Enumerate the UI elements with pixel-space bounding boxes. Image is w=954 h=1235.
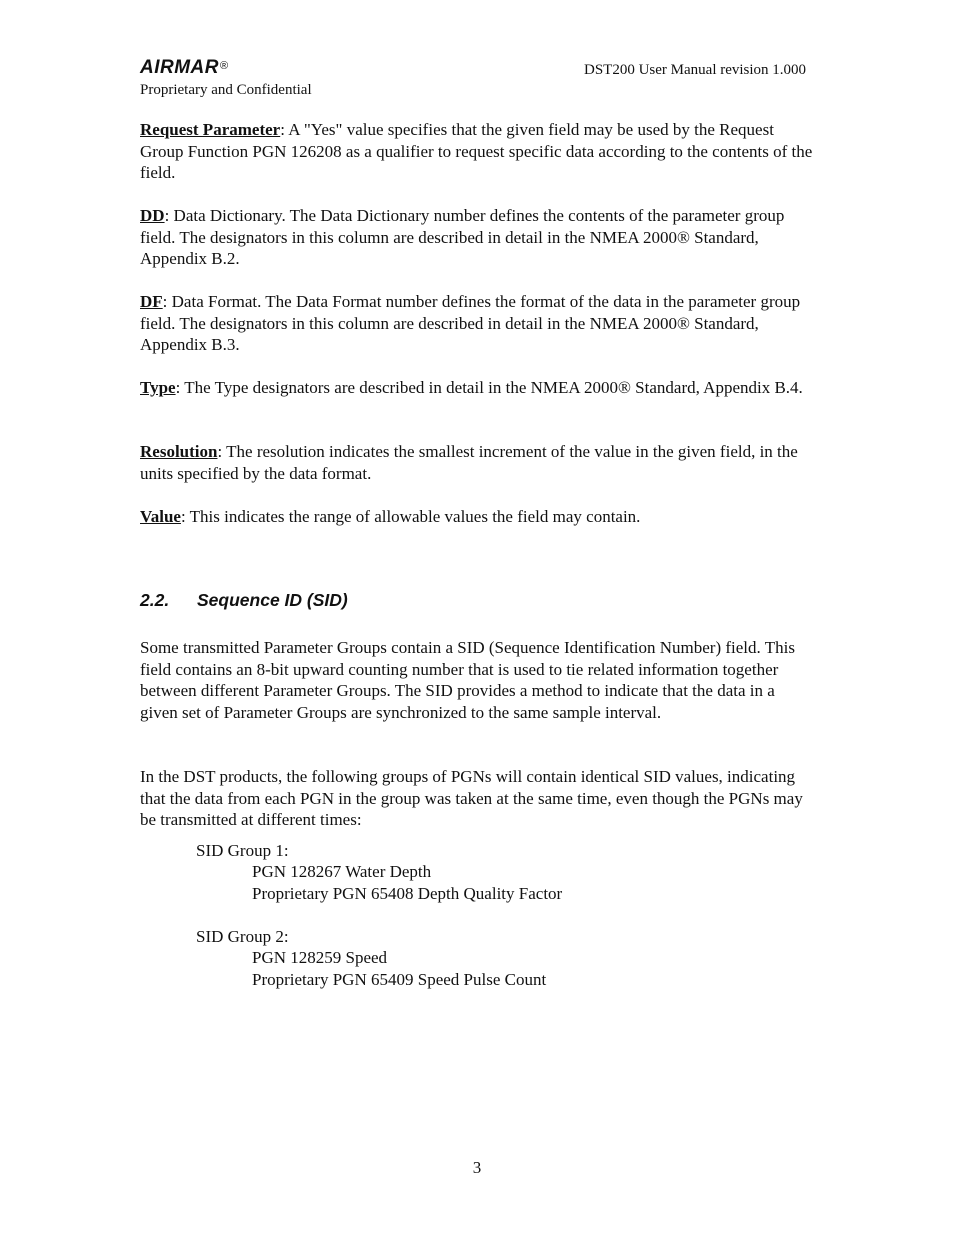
definition-text: : The Type designators are described in detail in the NMEA 2000® Standard, Appendix B.4. xyxy=(175,378,803,397)
definition-text: : Data Dictionary. The Data Dictionary number defines the contents of the parameter group field. The designators in this column are described in detail in the NMEA 2000® Standard, Appendix B.2. xyxy=(140,206,785,268)
logo-text: AIRMAR xyxy=(140,57,219,78)
definition-term: Request Parameter xyxy=(140,120,281,139)
section-title: Sequence ID (SID) xyxy=(197,590,348,610)
section-paragraph-2: In the DST products, the following groups of PGNs will contain identical SID values, indicating that the data from each PGN in the group was taken at the same time, even though the PGNs may be transmitted at different times: xyxy=(140,767,803,829)
definition-text: : This indicates the range of allowable values the field may contain. xyxy=(180,507,641,526)
section-paragraph-1: Some transmitted Parameter Groups contain a SID (Sequence Identification Number) field. This field contains an 8-bit upward counting number that is used to tie related information together between different Parameter Groups. The SID provides a method to indicate that the data in a given set of Parameter Groups are synchronized to the same sample interval. xyxy=(140,638,795,722)
definition-resolution xyxy=(140,441,816,484)
definition-value xyxy=(140,506,816,528)
confidentiality-notice: Proprietary and Confidential xyxy=(140,82,312,98)
definition-term: DF xyxy=(140,292,163,311)
sid-group-1-item: PGN 128267 Water Depth xyxy=(252,862,432,881)
definition-term: DD xyxy=(140,206,165,225)
page-number: 3 xyxy=(472,1158,482,1177)
document-title: DST200 User Manual revision 1.000 xyxy=(584,62,807,78)
airmar-logo xyxy=(140,57,229,79)
sid-group-1-item: Proprietary PGN 65408 Depth Quality Factor xyxy=(252,884,563,903)
section-heading xyxy=(140,589,348,611)
registered-mark: ® xyxy=(220,60,229,72)
definition-term: Resolution xyxy=(140,442,218,461)
definition-term: Value xyxy=(140,507,181,526)
sid-group-2-label: SID Group 2: xyxy=(196,927,289,946)
definition-text: : A "Yes" value specifies that the given field may be used by the Request Group Function PGN 126208 as a qualifier to request specific data according to the contents of the field. xyxy=(140,120,813,182)
sid-group-1-label: SID Group 1: xyxy=(196,841,289,860)
definition-request-parameter xyxy=(140,119,816,184)
sid-group-2-item: Proprietary PGN 65409 Speed Pulse Count xyxy=(252,970,547,989)
definition-text: : The resolution indicates the smallest increment of the value in the given field, in the units specified by the data format. xyxy=(140,442,798,483)
definition-term: Type xyxy=(140,378,176,397)
definition-text: : Data Format. The Data Format number defines the format of the data in the parameter group field. The designators in this column are described in detail in the NMEA 2000® Standard, Appendix B.3. xyxy=(140,292,801,354)
sid-group-2-item: PGN 128259 Speed xyxy=(252,948,388,967)
definition-type xyxy=(140,377,816,399)
section-number: 2.2. xyxy=(140,590,170,610)
definition-df xyxy=(140,291,816,356)
definition-dd xyxy=(140,205,816,270)
